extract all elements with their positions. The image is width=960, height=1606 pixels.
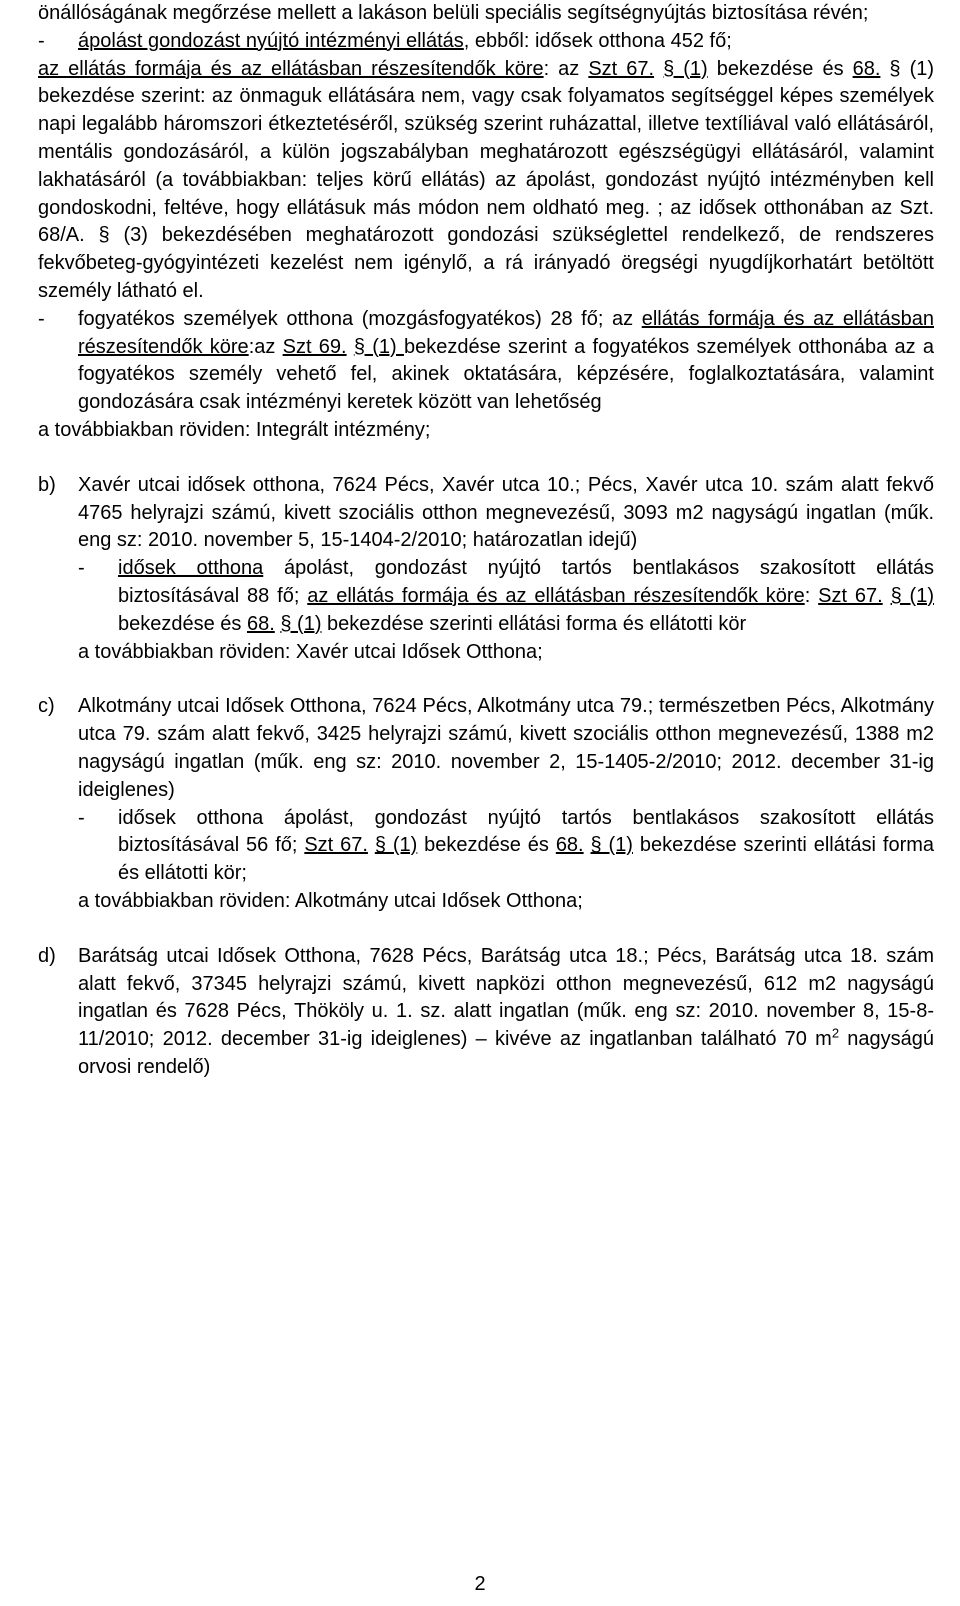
- section-d-text: Barátság utcai Idősek Otthona, 7628 Pécs, Barátság utca 18.; Pécs, Barátság utca 18. szám alatt fekvő, 37345 helyrajzi számú, kivett napközi otthon megnevezésű, 612 m2 nagyságú ingatlan és 7628 Pécs, Thököly u. 1. sz. alatt ingatlan (műk. eng sz: 2010. november 8, 15-8-11/2010; 2012. december 31-ig ideiglenes) – kivéve az ingatlanban található 70 $m^2$ nagyságú orvosi rendelő): [78, 944, 935, 1078]
- section-label: c): [38, 695, 55, 718]
- section-b-list-item: - idősek otthona ápolást, gondozást nyújtó tartós bentlakásos szakosított ellátás biztosításával 88 fő; az ellátás formája és az ellátásban részesítendők köre: Szt 67. § (1) bekezdése és 68. § (1) bekezdése szerinti ellátási forma és ellátotti kör: [78, 555, 934, 638]
- section-label: b): [38, 473, 56, 496]
- section-b-short: a továbbiakban röviden: Xavér utcai Idősek Otthona;: [78, 640, 543, 663]
- section-c-text: Alkotmány utcai Idősek Otthona, 7624 Pécs, Alkotmány utca 79.; természetben Pécs, Alkotmány utca 79. szám alatt fekvő, 3425 helyrajzi számú, kivett szociális otthon megnevezésű, 1388 m2 nagyságú ingatlan (műk. eng sz: 2010. november 2, 15-1405-2/2010; 2012. december 31-ig ideiglenes): [78, 695, 934, 801]
- section-b-text: Xavér utcai idősek otthona, 7624 Pécs, Xavér utca 10.; Pécs, Xavér utca 10. szám alatt fekvő 4765 helyrajzi számú, kivett szociális otthon megnevezésű, 3093 m2 nagyságú ingatlan (műk. eng sz: 2010. november 5, 15-1404-2/2010; határozatlan idejű): [78, 473, 934, 552]
- intro-text: önállóságának megőrzése mellett a lakáson belüli speciális segítségnyújtás biztosítása révén;: [38, 2, 869, 24]
- care-institution-details: az ellátás formája és az ellátásban részesítendők köre: az Szt 67. § (1) bekezdése és 68. § (1) bekezdése szerint: az önmaguk ellátására nem, vagy csak folyamatos segítséggel képes személyek napi legalább háromszori étkeztetéséről, szükség szerint ruházattal, illetve textíliával való ellátásáról, mentális gondozásáról, a külön jogszabályban meghatározott egészségügyi ellátásáról, valamint lakhatásáról (a továbbiakban: teljes körű ellátás) az ápolást, gondozást nyújtó intézményben kell gondoskodni, feltéve, hogy ellátásuk más módon nem oldható meg. ; az idősek otthonában az Szt. 68/A. § (3) bekezdésében meghatározott gondozási szükséglettel rendelkező, de rendszeres fekvőbeteg-gyógyintézeti kezelést nem igénylő, a rá irányadó öregségi nyugdíjkorhatárt betöltött személy látható el.: [38, 57, 935, 302]
- dash-marker: -: [38, 307, 45, 330]
- section-c-list-item: - idősek otthona ápolást, gondozást nyújtó tartós bentlakásos szakosított ellátás biztosításával 56 fő; Szt 67. § (1) bekezdése és 68. § (1) bekezdése szerinti ellátási forma és ellátotti kör;: [78, 805, 934, 888]
- section-c-short: a továbbiakban röviden: Alkotmány utcai Idősek Otthona;: [78, 889, 583, 912]
- list-item-text: ápolást gondozást nyújtó intézményi ellátás, ebből: idősek otthona 452 fő;: [78, 29, 732, 52]
- list-item-disabled-home: [38, 306, 934, 417]
- superscript: 2: [831, 1025, 840, 1041]
- document-page: [38, 0, 934, 1082]
- list-item-care-institution: [38, 28, 934, 56]
- dash-marker: -: [78, 806, 85, 829]
- integrated-institution-short: a továbbiakban röviden: Integrált intézmény;: [38, 418, 431, 441]
- section-label: d): [38, 944, 56, 967]
- dash-marker: -: [38, 29, 45, 52]
- section-d: [38, 943, 934, 1082]
- section-b: [38, 472, 934, 667]
- page-number: 2: [474, 1573, 486, 1595]
- intro-paragraph: [38, 0, 934, 28]
- section-c: [38, 693, 934, 915]
- dash-marker: -: [78, 557, 85, 580]
- list-item-text: fogyatékos személyek otthona (mozgásfogyatékos) 28 fő; az ellátás formája és az ellátásban részesítendők köre:az Szt 69. § (1) bekezdése szerint a fogyatékos személyek otthonába az a fogyatékos személy vehető fel, akinek oktatására, képzésére, foglalkoztatására, valamint gondozására csak intézményi keretek között van lehetőség: [78, 307, 934, 414]
